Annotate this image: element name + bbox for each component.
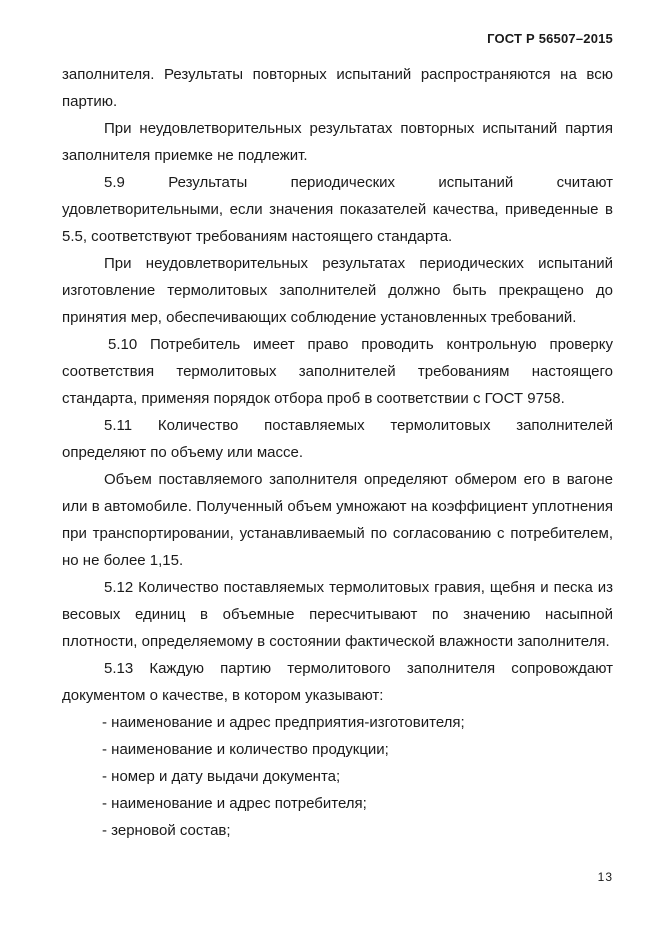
page-number: 13 [597,870,613,884]
paragraph-5-13: 5.13 Каждую партию термолитового заполнителя сопровождают документом о качестве, в котором указывают: [62,660,613,704]
paragraph-periodic-tests-fail: При неудовлетворительных результатах периодических испытаний изготовление термолитовых заполнителей должно быть прекращено до принятия мер, обеспечивающих соблюдение установленных требований. [62,255,613,326]
list-item: - наименование и адрес потребителя; [102,795,367,812]
paragraph-5-9: 5.9 Результаты периодических испытаний считают удовлетворительными, если значения показателей качества, приведенные в 5.5, соответствуют требованиям настоящего стандарта. [62,174,613,245]
list-item: - наименование и адрес предприятия-изготовителя; [102,714,465,731]
paragraph-volume: Объем поставляемого заполнителя определяют обмером его в вагоне или в автомобиле. Полученный объем умножают на коэффициент уплотнения при транспортировании, устанавливаемый по согласованию с потребителем, но не более 1,15. [62,471,613,569]
paragraph-repeat-tests-fail: При неудовлетворительных результатах повторных испытаний партия заполнителя приемке не подлежит. [62,120,613,164]
paragraph-continuation: заполнителя. Результаты повторных испытаний распространяются на всю партию. [62,66,613,110]
paragraph-5-10: 5.10 Потребитель имеет право проводить контрольную проверку соответствия термолитовых заполнителей требованиям настоящего стандарта, применяя порядок отбора проб в соответствии с ГОСТ 9758. [62,336,613,407]
list-item: - зерновой состав; [102,822,231,839]
paragraph-5-11: 5.11 Количество поставляемых термолитовых заполнителей определяют по объему или массе. [62,417,613,461]
list-item: - наименование и количество продукции; [102,741,389,758]
document-header: ГОСТ Р 56507–2015 [487,31,613,46]
list-item: - номер и дату выдачи документа; [102,768,341,785]
document-body [62,61,613,844]
paragraph-5-12: 5.12 Количество поставляемых термолитовых гравия, щебня и песка из весовых единиц в объемные пересчитывают по значению насыпной плотности, определяемому в состоянии фактической влажности заполнителя. [62,579,613,650]
